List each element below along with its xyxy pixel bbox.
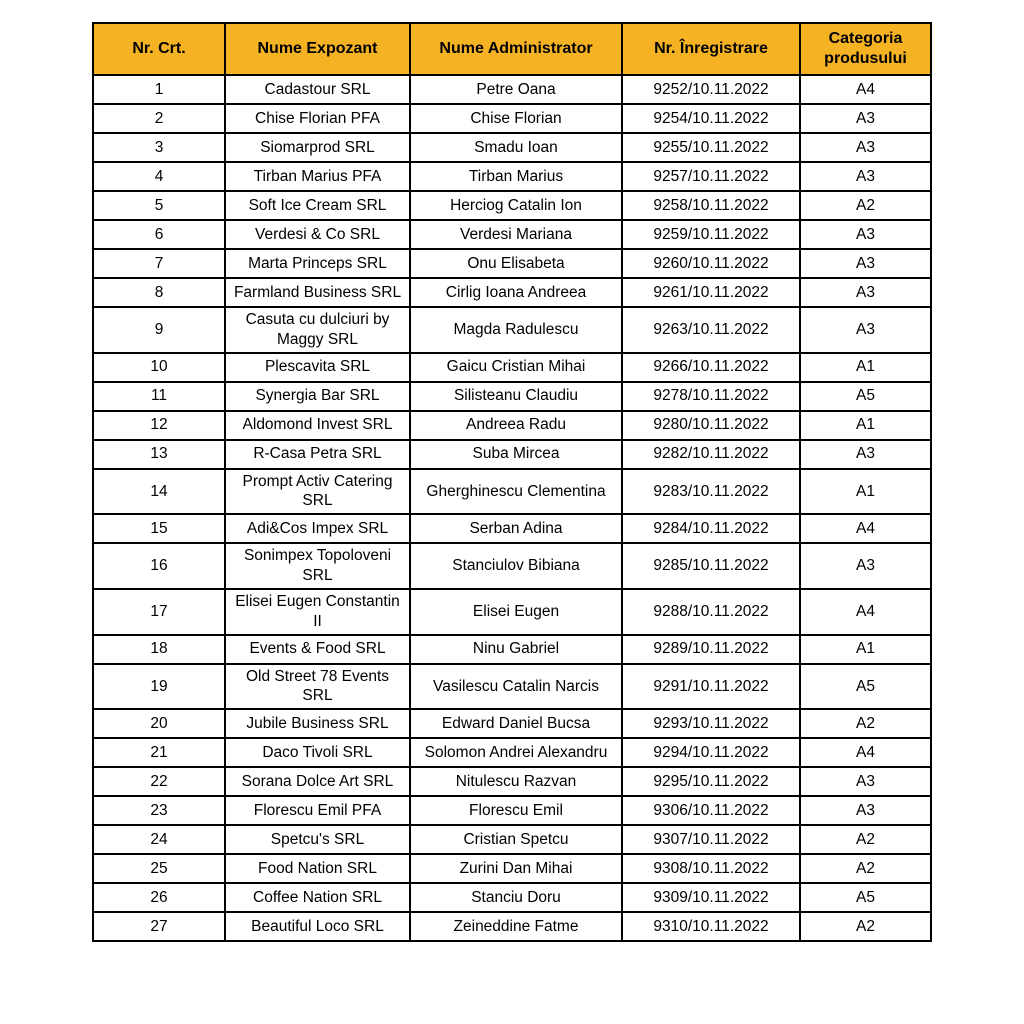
table-row (93, 589, 931, 635)
row-number-cell: 15 (93, 514, 225, 543)
exhibitor-name-cell: Adi&Cos Impex SRL (225, 514, 410, 543)
table-row (93, 738, 931, 767)
row-number-cell: 6 (93, 220, 225, 249)
exhibitor-name-cell: R-Casa Petra SRL (225, 440, 410, 469)
administrator-name-cell: Silisteanu Claudiu (410, 382, 622, 411)
product-category-cell: A3 (800, 543, 931, 589)
table-row (93, 382, 931, 411)
row-number-cell: 2 (93, 104, 225, 133)
table-row (93, 767, 931, 796)
table-row (93, 75, 931, 104)
row-number-cell: 4 (93, 162, 225, 191)
exhibitor-name-cell: Old Street 78 Events SRL (225, 664, 410, 710)
exhibitor-name-cell: Sonimpex Topoloveni SRL (225, 543, 410, 589)
registration-number-cell: 9295/10.11.2022 (622, 767, 800, 796)
administrator-name-cell: Stanciu Doru (410, 883, 622, 912)
column-header-exhibitor-name: Nume Expozant (225, 23, 410, 75)
administrator-name-cell: Solomon Andrei Alexandru (410, 738, 622, 767)
administrator-name-cell: Stanciulov Bibiana (410, 543, 622, 589)
table-row (93, 883, 931, 912)
row-number-cell: 22 (93, 767, 225, 796)
product-category-cell: A3 (800, 440, 931, 469)
administrator-name-cell: Tirban Marius (410, 162, 622, 191)
row-number-cell: 26 (93, 883, 225, 912)
exhibitor-name-cell: Soft Ice Cream SRL (225, 191, 410, 220)
row-number-cell: 11 (93, 382, 225, 411)
row-number-cell: 13 (93, 440, 225, 469)
table-row (93, 220, 931, 249)
registration-number-cell: 9309/10.11.2022 (622, 883, 800, 912)
product-category-cell: A5 (800, 883, 931, 912)
column-header-row-number: Nr. Crt. (93, 23, 225, 75)
administrator-name-cell: Edward Daniel Bucsa (410, 709, 622, 738)
product-category-cell: A1 (800, 353, 931, 382)
row-number-cell: 19 (93, 664, 225, 710)
product-category-cell: A5 (800, 664, 931, 710)
table-row (93, 133, 931, 162)
registration-number-cell: 9254/10.11.2022 (622, 104, 800, 133)
product-category-cell: A2 (800, 854, 931, 883)
table-row (93, 278, 931, 307)
registration-number-cell: 9263/10.11.2022 (622, 307, 800, 353)
exhibitor-name-cell: Casuta cu dulciuri by Maggy SRL (225, 307, 410, 353)
registration-number-cell: 9288/10.11.2022 (622, 589, 800, 635)
exhibitor-name-cell: Florescu Emil PFA (225, 796, 410, 825)
table-row (93, 514, 931, 543)
row-number-cell: 16 (93, 543, 225, 589)
row-number-cell: 3 (93, 133, 225, 162)
exhibitor-registration-table (92, 22, 932, 942)
product-category-cell: A3 (800, 104, 931, 133)
product-category-cell: A3 (800, 796, 931, 825)
administrator-name-cell: Ninu Gabriel (410, 635, 622, 664)
registration-number-cell: 9283/10.11.2022 (622, 469, 800, 515)
row-number-cell: 10 (93, 353, 225, 382)
product-category-cell: A5 (800, 382, 931, 411)
registration-number-cell: 9261/10.11.2022 (622, 278, 800, 307)
product-category-cell: A4 (800, 75, 931, 104)
exhibitor-name-cell: Aldomond Invest SRL (225, 411, 410, 440)
table-row (93, 191, 931, 220)
table-row (93, 104, 931, 133)
administrator-name-cell: Petre Oana (410, 75, 622, 104)
registration-number-cell: 9293/10.11.2022 (622, 709, 800, 738)
table-row (93, 307, 931, 353)
table-row (93, 635, 931, 664)
product-category-cell: A1 (800, 411, 931, 440)
administrator-name-cell: Nitulescu Razvan (410, 767, 622, 796)
administrator-name-cell: Chise Florian (410, 104, 622, 133)
registration-number-cell: 9257/10.11.2022 (622, 162, 800, 191)
exhibitor-name-cell: Cadastour SRL (225, 75, 410, 104)
exhibitor-name-cell: Tirban Marius PFA (225, 162, 410, 191)
table-header (93, 23, 931, 75)
table-row (93, 854, 931, 883)
product-category-cell: A3 (800, 307, 931, 353)
administrator-name-cell: Florescu Emil (410, 796, 622, 825)
product-category-cell: A2 (800, 912, 931, 941)
row-number-cell: 25 (93, 854, 225, 883)
administrator-name-cell: Magda Radulescu (410, 307, 622, 353)
table-row (93, 440, 931, 469)
registration-number-cell: 9310/10.11.2022 (622, 912, 800, 941)
exhibitor-name-cell: Farmland Business SRL (225, 278, 410, 307)
registration-number-cell: 9294/10.11.2022 (622, 738, 800, 767)
table-row (93, 796, 931, 825)
exhibitor-name-cell: Prompt Activ Catering SRL (225, 469, 410, 515)
administrator-name-cell: Gaicu Cristian Mihai (410, 353, 622, 382)
product-category-cell: A4 (800, 589, 931, 635)
product-category-cell: A3 (800, 278, 931, 307)
exhibitor-name-cell: Events & Food SRL (225, 635, 410, 664)
registration-number-cell: 9258/10.11.2022 (622, 191, 800, 220)
row-number-cell: 8 (93, 278, 225, 307)
exhibitor-name-cell: Food Nation SRL (225, 854, 410, 883)
table-row (93, 825, 931, 854)
exhibitor-name-cell: Plescavita SRL (225, 353, 410, 382)
product-category-cell: A3 (800, 220, 931, 249)
registration-number-cell: 9259/10.11.2022 (622, 220, 800, 249)
exhibitor-name-cell: Elisei Eugen Constantin II (225, 589, 410, 635)
administrator-name-cell: Zurini Dan Mihai (410, 854, 622, 883)
administrator-name-cell: Vasilescu Catalin Narcis (410, 664, 622, 710)
administrator-name-cell: Herciog Catalin Ion (410, 191, 622, 220)
column-header-administrator-name: Nume Administrator (410, 23, 622, 75)
product-category-cell: A2 (800, 709, 931, 738)
row-number-cell: 5 (93, 191, 225, 220)
table-row (93, 912, 931, 941)
administrator-name-cell: Elisei Eugen (410, 589, 622, 635)
registration-number-cell: 9260/10.11.2022 (622, 249, 800, 278)
row-number-cell: 18 (93, 635, 225, 664)
row-number-cell: 20 (93, 709, 225, 738)
table-row (93, 469, 931, 515)
product-category-cell: A2 (800, 825, 931, 854)
row-number-cell: 27 (93, 912, 225, 941)
registration-number-cell: 9280/10.11.2022 (622, 411, 800, 440)
row-number-cell: 9 (93, 307, 225, 353)
row-number-cell: 12 (93, 411, 225, 440)
exhibitor-name-cell: Synergia Bar SRL (225, 382, 410, 411)
registration-number-cell: 9306/10.11.2022 (622, 796, 800, 825)
row-number-cell: 24 (93, 825, 225, 854)
administrator-name-cell: Verdesi Mariana (410, 220, 622, 249)
table-row (93, 411, 931, 440)
table-row (93, 543, 931, 589)
exhibitor-name-cell: Spetcu's SRL (225, 825, 410, 854)
exhibitor-name-cell: Siomarprod SRL (225, 133, 410, 162)
table-body (93, 75, 931, 941)
exhibitor-name-cell: Marta Princeps SRL (225, 249, 410, 278)
product-category-cell: A1 (800, 635, 931, 664)
product-category-cell: A3 (800, 162, 931, 191)
exhibitor-name-cell: Coffee Nation SRL (225, 883, 410, 912)
row-number-cell: 1 (93, 75, 225, 104)
product-category-cell: A4 (800, 738, 931, 767)
product-category-cell: A1 (800, 469, 931, 515)
administrator-name-cell: Zeineddine Fatme (410, 912, 622, 941)
registration-number-cell: 9252/10.11.2022 (622, 75, 800, 104)
exhibitor-name-cell: Beautiful Loco SRL (225, 912, 410, 941)
row-number-cell: 14 (93, 469, 225, 515)
administrator-name-cell: Gherghinescu Clementina (410, 469, 622, 515)
administrator-name-cell: Cristian Spetcu (410, 825, 622, 854)
exhibitor-name-cell: Chise Florian PFA (225, 104, 410, 133)
table-row (93, 709, 931, 738)
row-number-cell: 21 (93, 738, 225, 767)
table-row (93, 249, 931, 278)
exhibitor-name-cell: Sorana Dolce Art SRL (225, 767, 410, 796)
registration-number-cell: 9307/10.11.2022 (622, 825, 800, 854)
exhibitor-name-cell: Jubile Business SRL (225, 709, 410, 738)
registration-number-cell: 9284/10.11.2022 (622, 514, 800, 543)
registration-number-cell: 9289/10.11.2022 (622, 635, 800, 664)
registration-number-cell: 9285/10.11.2022 (622, 543, 800, 589)
product-category-cell: A4 (800, 514, 931, 543)
administrator-name-cell: Smadu Ioan (410, 133, 622, 162)
product-category-cell: A3 (800, 767, 931, 796)
administrator-name-cell: Onu Elisabeta (410, 249, 622, 278)
administrator-name-cell: Suba Mircea (410, 440, 622, 469)
column-header-registration-number: Nr. Înregistrare (622, 23, 800, 75)
registration-number-cell: 9282/10.11.2022 (622, 440, 800, 469)
administrator-name-cell: Cirlig Ioana Andreea (410, 278, 622, 307)
exhibitor-name-cell: Daco Tivoli SRL (225, 738, 410, 767)
table-row (93, 664, 931, 710)
registration-number-cell: 9266/10.11.2022 (622, 353, 800, 382)
product-category-cell: A2 (800, 191, 931, 220)
registration-number-cell: 9308/10.11.2022 (622, 854, 800, 883)
registration-number-cell: 9278/10.11.2022 (622, 382, 800, 411)
registration-number-cell: 9255/10.11.2022 (622, 133, 800, 162)
row-number-cell: 7 (93, 249, 225, 278)
product-category-cell: A3 (800, 133, 931, 162)
registration-number-cell: 9291/10.11.2022 (622, 664, 800, 710)
column-header-product-category: Categoria produsului (800, 23, 931, 75)
table-header-row (93, 23, 931, 75)
administrator-name-cell: Serban Adina (410, 514, 622, 543)
table-row (93, 162, 931, 191)
exhibitor-name-cell: Verdesi & Co SRL (225, 220, 410, 249)
row-number-cell: 17 (93, 589, 225, 635)
row-number-cell: 23 (93, 796, 225, 825)
table-row (93, 353, 931, 382)
product-category-cell: A3 (800, 249, 931, 278)
administrator-name-cell: Andreea Radu (410, 411, 622, 440)
